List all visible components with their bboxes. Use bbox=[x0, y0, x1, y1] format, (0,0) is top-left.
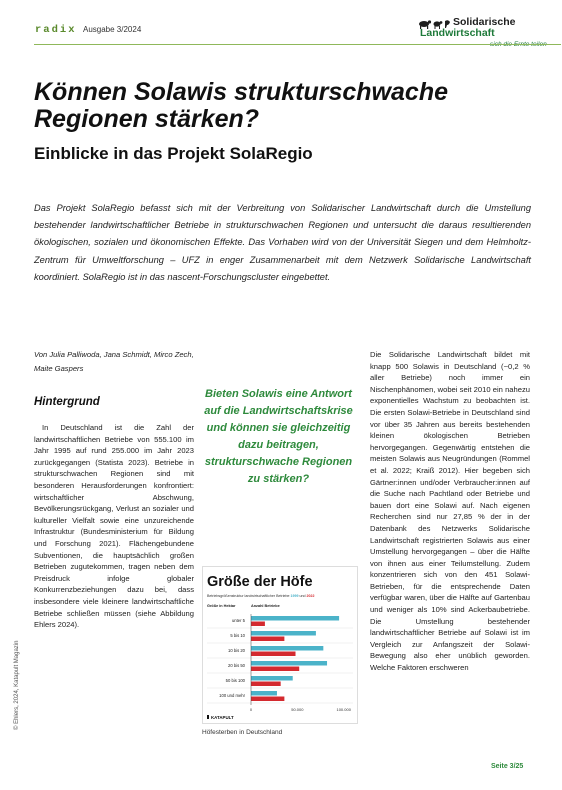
chart-year-b: 2022 bbox=[306, 594, 315, 598]
chart-subtitle-prefix: Betriebsgrößenstruktur landwirtschaftlicher Betriebe bbox=[207, 594, 291, 598]
category-label: 5 bis 10 bbox=[230, 633, 245, 638]
figure-chart bbox=[202, 566, 358, 724]
chart-brand: KATAPULT bbox=[211, 715, 234, 720]
bar-2022 bbox=[251, 697, 284, 702]
logo-line-2: Landwirtschaft bbox=[420, 27, 495, 39]
copyright-text: © Ehlers, 2024, Katapult Magazin bbox=[14, 640, 20, 730]
body-column-1 bbox=[34, 422, 194, 631]
bar-1999 bbox=[251, 646, 323, 651]
chart-subtitle-und: und bbox=[298, 594, 307, 598]
tick-label: 50.000 bbox=[291, 707, 304, 712]
bar-1999 bbox=[251, 691, 277, 696]
pull-quote: Bieten Solawis eine Antwort auf die Landwirtschaftskrise und können sie gleichzeitig dazu beitragen, strukturschwache Regionen zu stärken? bbox=[204, 388, 353, 485]
section-heading: Hintergrund bbox=[34, 396, 100, 408]
chart-year-a: 1999 bbox=[290, 594, 299, 598]
chart-subtitle bbox=[207, 594, 315, 598]
magazine-name: radix bbox=[35, 24, 77, 36]
chart-col-header-left: Größe in Hektar bbox=[207, 604, 236, 608]
article-intro: Das Projekt SolaRegio befasst sich mit der Verbreitung von Solidarischer Landwirtschaft durch die Umstellung bestehender landwirtschaftlicher Betriebe in strukturschwachen Regionen und untersucht die daraus resultierenden ökologischen, sozialen und ökonomischen Effekte. Das Vorhaben wird von der Universität Siegen und dem Helmholtz-Zentrum für Umweltforschung – UFZ in enger Zusammenarbeit mit dem Netzwerk Solidarische Landwirtschaft koordiniert. SolaRegio ist in das nascent-Forschungscluster eingebettet. bbox=[34, 203, 531, 282]
bar-2022 bbox=[251, 622, 265, 627]
article-title: Können Solawis strukturschwache Regionen stärken? bbox=[34, 78, 448, 133]
category-label: 100 und mehr bbox=[219, 693, 245, 698]
bar-1999 bbox=[251, 676, 293, 681]
issue-label: Ausgabe 3/2024 bbox=[83, 25, 142, 34]
bar-2022 bbox=[251, 652, 296, 657]
copyright-note bbox=[14, 620, 24, 740]
brand-mark bbox=[207, 715, 209, 719]
bar-1999 bbox=[251, 616, 339, 621]
category-label: 50 bis 100 bbox=[225, 678, 245, 683]
bar-2022 bbox=[251, 682, 281, 687]
chart-title: Größe der Höfe bbox=[207, 574, 313, 590]
tick-label: 100.000 bbox=[336, 707, 351, 712]
solawi-logo[interactable] bbox=[420, 14, 560, 58]
body-column-3: Die Solidarische Landwirtschaft bildet mit knapp 500 Solawis in Deutschland (~0,2 % aller Betriebe) noch immer ein Nischenphänomen, wobei seit 2010 ein nahezu exponentielles Wachstum zu beobachten ist. Die ersten Solawi-Betriebe in Deutschland sind vor über 35 Jahren aus bereits bestehenden kleinen ökologischen Betrieben hervorgegangen. Gegenwärtig entstehen die meisten Solawis aus Neugründungen (Rommel et al. 2022; Kraiß 2012). Hier begeben sich Gärtner:innen und/oder Verbraucher:innen auf die Suche nach Pachtland oder Betriebe und bauen dort eine Solawi auf. Nach eigenen Recherchen sind nur 27,85 % der in der Datenbank des Netzwerks Solidarische Landwirtschaft registrierten Solawis aus einer Umstellung hervorgegangen – über die Hälfte von ihnen aus einer Teilumstellung. Zudem konzentrieren sich von den 451 Solawi-Betrieben, für die entsprechende Daten verfügbar waren, über die Hälfte auf Gartenbau und weniger als 10% sind Ackerbaubetriebe. Die Umstellung bestehender landwirtschaftlicher Betriebe auf Solawi ist im Vergleich zur Anfangszeit der Solawi-Bewegung also eher unüblich geworden. Welche Faktoren erschweren bbox=[370, 350, 530, 673]
bar-1999 bbox=[251, 661, 327, 666]
logo-line-1: Solidarische bbox=[453, 16, 516, 28]
bar-2022 bbox=[251, 667, 299, 672]
page-number: Seite 3/25 bbox=[491, 763, 524, 770]
figure-caption: Höfesterben in Deutschland bbox=[202, 729, 283, 736]
category-label: 20 bis 50 bbox=[228, 663, 245, 668]
body-column-1-text: In Deutschland ist die Zahl der landwirtschaftlichen Betriebe von 555.100 im Jahr 1995 auf rund 255.000 im Jahr 2023 zurückgegangen (Statista 2023). Betriebe in strukturschwachen Regionen sind mit besonderen Herausforderungen konfrontiert: wirtschaftlicher Abschwung, Bevölkerungsrückgang, Verlust an sozialer und kultureller Vielfalt sowie eine unzureichende Infrastruktur (Bundesministerium für Bildung und Forschung 2021). Flächengebundene Subventionen, die hauptsächlich großen Betrieben zugutekommen, tragen neben dem Preisdruck infolge globaler Konkurrenzbeziehungen dazu bei, dass insbesondere viele kleinere landwirtschaftliche Betriebe schließen müssen (siehe Abbildung Ehlers 2024). bbox=[34, 423, 194, 630]
article-authors: Von Julia Palliwoda, Jana Schmidt, Mirco Zech, Maite Gaspers bbox=[34, 350, 194, 373]
bar-chart bbox=[203, 567, 357, 723]
chart-col-header-right: Anzahl Betriebe bbox=[251, 604, 280, 608]
bar-1999 bbox=[251, 631, 316, 636]
tick-label: 0 bbox=[249, 707, 253, 712]
category-label: unter 5 bbox=[231, 618, 245, 623]
article-subtitle: Einblicke in das Projekt SolaRegio bbox=[34, 144, 313, 163]
category-label: 10 bis 20 bbox=[228, 648, 245, 653]
header-divider bbox=[34, 44, 561, 45]
bar-2022 bbox=[251, 637, 284, 642]
